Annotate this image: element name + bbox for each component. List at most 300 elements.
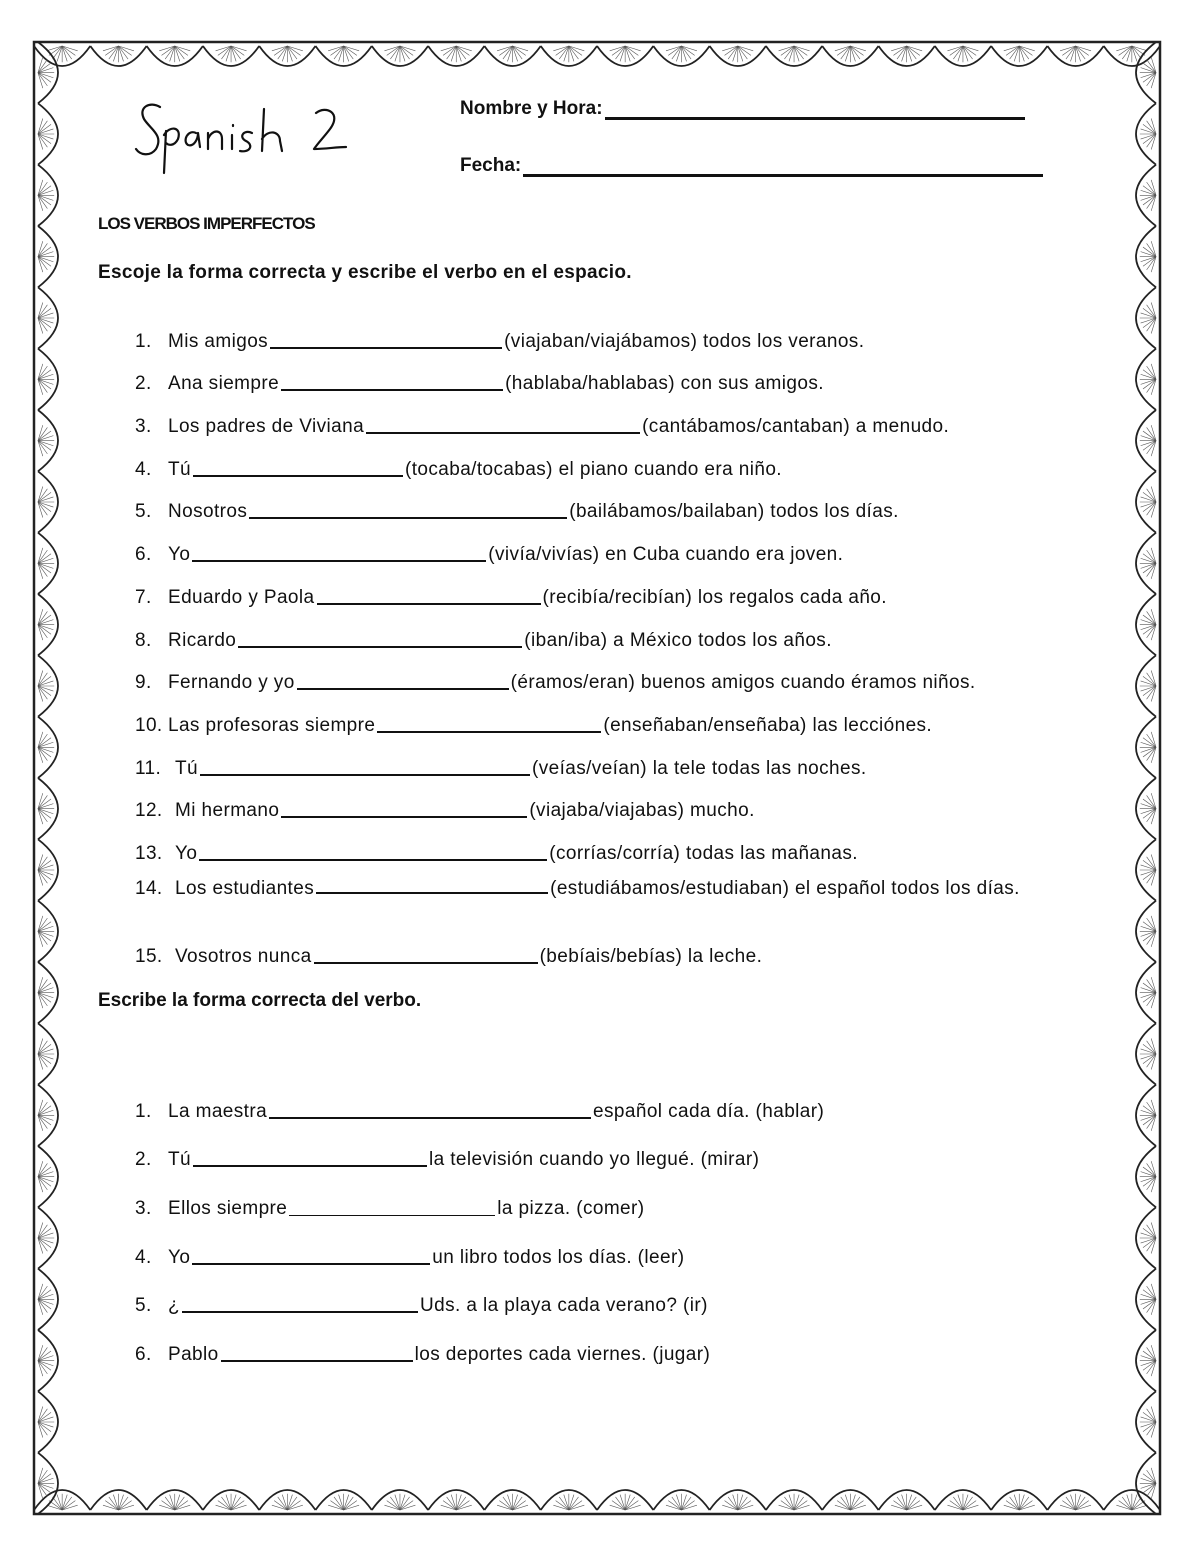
border-ray	[569, 1495, 574, 1510]
border-ray	[559, 1497, 569, 1510]
border-ray	[38, 916, 43, 931]
border-ray	[1141, 988, 1156, 993]
answer-blank[interactable]	[281, 815, 527, 818]
border-ray	[175, 46, 190, 51]
border-ray	[620, 1495, 625, 1510]
border-ray	[62, 46, 75, 55]
border-ray	[1151, 993, 1156, 1008]
border-ray	[62, 1505, 77, 1510]
border-ray	[1116, 1505, 1131, 1510]
item-options: (veías/veían) la tele todas las noches.	[531, 757, 867, 779]
border-ray	[1141, 1115, 1156, 1120]
border-ray	[1132, 46, 1147, 51]
border-ray	[963, 1505, 978, 1510]
item-options: (recibía/recibían) los regalos cada año.	[542, 586, 887, 608]
border-ray	[1143, 809, 1156, 819]
border-ray	[569, 1497, 579, 1510]
border-ray	[441, 1505, 456, 1510]
border-ray	[339, 46, 344, 61]
border-ray	[625, 1501, 638, 1510]
border-ray	[1151, 563, 1156, 578]
border-ray	[1151, 318, 1156, 333]
border-ray	[38, 1478, 53, 1483]
border-ray	[38, 1115, 47, 1128]
border-ray	[1151, 1407, 1156, 1422]
answer-blank[interactable]	[317, 602, 541, 605]
border-ray	[344, 46, 354, 59]
border-ray	[1141, 252, 1156, 257]
border-ray	[344, 1495, 349, 1510]
border-ray	[1116, 46, 1131, 51]
answer-blank[interactable]	[200, 773, 530, 776]
border-ray	[1141, 190, 1156, 195]
answer-blank[interactable]	[199, 858, 547, 861]
answer-blank[interactable]	[281, 388, 503, 391]
border-ray	[1151, 1345, 1156, 1360]
answer-blank[interactable]	[314, 961, 538, 964]
border-ray	[38, 195, 51, 205]
border-ray	[513, 1495, 518, 1510]
border-ray	[1147, 1177, 1156, 1190]
border-ray	[891, 1505, 906, 1510]
handwriting-signature	[130, 95, 350, 175]
border-ray	[226, 1495, 231, 1510]
border-ray	[221, 1497, 231, 1510]
border-ray	[1019, 1497, 1029, 1510]
border-ray	[38, 379, 51, 389]
border-ray	[38, 247, 51, 257]
handwritten-title	[130, 95, 350, 180]
border-ray	[794, 1495, 799, 1510]
border-ray	[1151, 1039, 1156, 1054]
answer-blank[interactable]	[289, 1214, 495, 1216]
border-ray	[1147, 1163, 1156, 1176]
border-ray	[38, 1167, 51, 1177]
border-ray	[722, 46, 737, 51]
item-number: 5.	[135, 501, 152, 523]
border-ray	[1147, 1286, 1156, 1299]
border-ray	[503, 46, 513, 59]
border-ray	[907, 46, 917, 59]
border-ray	[447, 46, 457, 59]
answer-blank[interactable]	[192, 559, 486, 562]
border-ray	[850, 46, 863, 55]
border-ray	[891, 46, 906, 51]
border-ray	[1141, 1233, 1156, 1238]
border-ray	[1141, 681, 1156, 686]
answer-blank[interactable]	[270, 346, 502, 349]
border-ray	[1070, 1495, 1075, 1510]
border-ray	[38, 379, 53, 384]
border-ray	[728, 46, 738, 59]
border-ray	[1147, 195, 1156, 208]
border-ray	[850, 1497, 860, 1510]
border-ray	[339, 1495, 344, 1510]
border-ray	[1076, 46, 1089, 55]
border-ray	[513, 1505, 528, 1510]
border-ray	[668, 1501, 681, 1510]
border-ray	[1143, 1474, 1156, 1484]
border-ray	[1147, 1299, 1156, 1312]
border-ray	[499, 46, 512, 55]
border-ray	[118, 46, 128, 59]
border-ray	[231, 1505, 246, 1510]
border-ray	[38, 799, 51, 809]
border-ray	[38, 313, 53, 318]
border-ray	[38, 870, 51, 880]
border-ray	[384, 1505, 399, 1510]
border-ray	[38, 427, 47, 440]
border-ray	[118, 1501, 131, 1510]
border-ray	[38, 1172, 53, 1177]
border-ray	[1147, 918, 1156, 931]
border-ray	[38, 1361, 43, 1376]
border-ray	[1122, 46, 1132, 59]
border-ray	[344, 46, 359, 51]
border-ray	[387, 46, 400, 55]
border-ray	[400, 1501, 413, 1510]
border-ray	[1132, 1495, 1137, 1510]
border-ray	[681, 46, 686, 61]
border-ray	[38, 73, 51, 83]
border-ray	[1143, 563, 1156, 573]
border-ray	[1147, 1347, 1156, 1360]
border-ray	[38, 747, 47, 760]
border-ray	[38, 1483, 43, 1498]
name-and-hour-field[interactable]	[460, 98, 1025, 120]
answer-blank[interactable]	[366, 431, 640, 434]
border-ray	[1147, 1054, 1156, 1067]
border-ray	[1147, 795, 1156, 808]
border-ray	[38, 686, 47, 699]
border-ray	[400, 1505, 415, 1510]
border-ray	[443, 1501, 456, 1510]
item-options: (viajaba/viajabas) mucho.	[529, 800, 755, 822]
border-ray	[794, 1497, 804, 1510]
list-item	[135, 1269, 824, 1318]
border-ray	[38, 865, 53, 870]
border-ray	[784, 1497, 794, 1510]
border-ray	[1076, 1505, 1091, 1510]
border-ray	[1070, 46, 1075, 61]
border-ray	[1147, 1483, 1156, 1496]
answer-blank[interactable]	[221, 1359, 413, 1362]
border-ray	[1151, 257, 1156, 272]
border-ray	[282, 1495, 287, 1510]
item-prompt: Mis amigos	[168, 330, 269, 352]
border-ray	[1143, 860, 1156, 870]
answer-blank[interactable]	[192, 1262, 430, 1265]
item-hint: la pizza. (comer)	[497, 1198, 645, 1220]
border-ray	[1151, 425, 1156, 440]
item-prompt: La maestra	[168, 1100, 268, 1122]
border-ray	[282, 46, 287, 61]
border-ray	[38, 609, 43, 624]
border-ray	[1147, 1361, 1156, 1374]
border-ray	[794, 46, 799, 61]
border-ray	[38, 1177, 47, 1190]
list-item	[135, 566, 1115, 609]
border-ray	[841, 46, 851, 59]
border-ray	[1143, 922, 1156, 932]
border-ray	[62, 46, 72, 59]
answer-blank[interactable]	[269, 1116, 591, 1119]
border-ray	[38, 686, 53, 691]
border-ray	[1127, 1495, 1132, 1510]
border-ray	[1141, 1110, 1156, 1115]
border-ray	[38, 1290, 51, 1300]
answer-blank[interactable]	[193, 1164, 427, 1167]
border-ray	[38, 257, 53, 262]
border-ray	[1147, 809, 1156, 822]
border-ray	[231, 46, 241, 59]
border-ray	[113, 46, 118, 61]
border-ray	[62, 46, 77, 51]
border-ray	[513, 46, 528, 51]
item-number: 6.	[135, 1344, 152, 1366]
border-ray	[38, 252, 53, 257]
border-ray	[38, 1049, 53, 1054]
border-ray	[845, 46, 850, 61]
border-ray	[1143, 686, 1156, 696]
answer-blank[interactable]	[238, 645, 522, 648]
border-ray	[38, 73, 43, 88]
border-ray	[1066, 46, 1076, 59]
border-ray	[610, 46, 625, 51]
border-ray	[625, 46, 638, 55]
border-ray	[38, 1299, 47, 1312]
border-ray	[216, 46, 231, 51]
item-options: (enseñaban/enseñaba) las lecciónes.	[603, 714, 933, 736]
border-ray	[278, 1497, 288, 1510]
border-ray	[1151, 1483, 1156, 1498]
border-ray	[1147, 427, 1156, 440]
border-ray	[1132, 46, 1142, 59]
border-ray	[513, 1501, 526, 1510]
border-ray	[38, 1054, 53, 1059]
border-ray	[344, 1497, 354, 1510]
name-line[interactable]	[605, 116, 1025, 120]
answer-blank[interactable]	[316, 891, 548, 894]
border-ray	[38, 1054, 43, 1069]
border-ray	[38, 870, 53, 875]
border-ray	[1143, 799, 1156, 809]
border-ray	[231, 1501, 244, 1510]
answer-blank[interactable]	[377, 730, 601, 733]
border-ray	[38, 59, 47, 72]
border-ray	[38, 1422, 47, 1435]
border-ray	[38, 1233, 53, 1238]
list-item	[135, 1171, 824, 1220]
border-ray	[666, 1505, 681, 1510]
border-ray	[1151, 855, 1156, 870]
part1-instructions: Escoje la forma correcta y escribe el verbo en el espacio.	[98, 262, 632, 283]
border-ray	[38, 441, 43, 456]
item-number: 4.	[135, 1246, 152, 1268]
date-line[interactable]	[523, 173, 1043, 177]
border-ray	[1143, 1361, 1156, 1371]
border-ray	[38, 671, 43, 686]
border-ray	[612, 1501, 625, 1510]
list-item	[135, 310, 1115, 353]
border-ray	[681, 1495, 686, 1510]
border-ray	[1151, 1177, 1156, 1192]
border-ray	[38, 1161, 43, 1176]
border-ray	[738, 1495, 743, 1510]
border-ray	[1062, 1501, 1075, 1510]
item-number: 8.	[135, 629, 152, 651]
border-ray	[1143, 379, 1156, 389]
border-ray	[1143, 431, 1156, 441]
part2-exercise-list	[135, 1074, 824, 1366]
border-ray	[38, 57, 43, 72]
border-ray	[1141, 809, 1156, 814]
list-item	[135, 353, 1115, 396]
border-ray	[1143, 441, 1156, 451]
name-label: Nombre y Hora:	[460, 98, 603, 119]
border-ray	[38, 734, 47, 747]
item-number: 3.	[135, 416, 152, 438]
border-ray	[38, 364, 43, 379]
border-ray	[681, 1497, 691, 1510]
border-ray	[38, 425, 43, 440]
border-ray	[963, 46, 976, 55]
border-ray	[1132, 1497, 1142, 1510]
border-ray	[456, 46, 466, 59]
list-item	[135, 694, 1115, 737]
border-ray	[456, 1495, 461, 1510]
item-number: 2.	[135, 1149, 152, 1171]
border-ray	[564, 1495, 569, 1510]
border-ray	[569, 46, 579, 59]
border-ray	[1141, 318, 1156, 323]
border-ray	[38, 620, 53, 625]
border-ray	[1006, 46, 1019, 55]
item-prompt: Yo	[168, 1246, 191, 1268]
border-ray	[1060, 46, 1075, 51]
border-ray	[1076, 46, 1081, 61]
border-ray	[38, 119, 43, 134]
border-ray	[38, 121, 47, 134]
border-ray	[175, 1505, 190, 1510]
border-ray	[38, 993, 51, 1003]
border-ray	[38, 1054, 47, 1067]
border-ray	[287, 1505, 302, 1510]
border-ray	[38, 1422, 43, 1437]
border-ray	[835, 1505, 850, 1510]
border-ray	[841, 1497, 851, 1510]
border-ray	[733, 1495, 738, 1510]
border-ray	[1147, 1102, 1156, 1115]
border-ray	[569, 46, 574, 61]
item-hint: los deportes cada viernes. (jugar)	[414, 1344, 711, 1366]
border-ray	[681, 46, 691, 59]
border-ray	[38, 134, 43, 149]
item-number: 1.	[135, 330, 152, 352]
answer-blank[interactable]	[182, 1310, 418, 1313]
border-ray	[231, 46, 244, 55]
border-ray	[553, 46, 568, 51]
border-ray	[344, 1505, 359, 1510]
border-ray	[781, 1501, 794, 1510]
border-ray	[38, 1468, 43, 1483]
border-ray	[109, 1497, 119, 1510]
answer-blank[interactable]	[297, 687, 509, 690]
border-ray	[950, 46, 963, 55]
border-ray	[38, 809, 51, 819]
border-ray	[1143, 738, 1156, 748]
border-ray	[950, 1501, 963, 1510]
border-ray	[1143, 63, 1156, 73]
border-ray	[38, 1238, 47, 1251]
border-ray	[1143, 1290, 1156, 1300]
item-hint: español cada día. (hablar)	[593, 1100, 825, 1122]
border-ray	[1147, 318, 1156, 331]
border-ray	[1141, 926, 1156, 931]
border-ray	[963, 1501, 976, 1510]
border-ray	[38, 379, 43, 394]
item-prompt: Nosotros	[168, 501, 248, 523]
answer-blank[interactable]	[249, 516, 567, 519]
border-ray	[38, 611, 47, 624]
border-ray	[559, 46, 569, 59]
border-ray	[1151, 195, 1156, 210]
border-ray	[738, 46, 743, 61]
border-ray	[175, 46, 185, 59]
border-ray	[1141, 563, 1156, 568]
border-ray	[400, 46, 405, 61]
border-ray	[38, 993, 53, 998]
border-ray	[38, 134, 47, 147]
item-number: 10.	[135, 714, 163, 736]
border-ray	[1151, 1361, 1156, 1376]
border-ray	[1141, 195, 1156, 200]
border-ray	[1143, 1483, 1156, 1493]
border-ray	[1151, 134, 1156, 149]
border-ray	[1143, 1106, 1156, 1116]
border-ray	[38, 809, 47, 822]
border-ray	[1147, 1470, 1156, 1483]
border-ray	[274, 46, 287, 55]
border-ray	[1143, 1351, 1156, 1361]
item-number: 5.	[135, 1295, 152, 1317]
item-prompt: Eduardo y Paola	[168, 586, 315, 608]
date-field[interactable]	[460, 155, 1043, 177]
border-ray	[1141, 374, 1156, 379]
border-ray	[38, 1102, 47, 1115]
border-ray	[497, 46, 512, 51]
item-options: (tocaba/tocabas) el piano cuando era niño.	[404, 458, 782, 480]
border-ray	[53, 1497, 63, 1510]
border-ray	[1143, 870, 1156, 880]
border-ray	[62, 46, 67, 61]
border-ray	[947, 1505, 962, 1510]
border-ray	[38, 497, 53, 502]
border-ray	[1143, 1054, 1156, 1064]
item-prompt: Las profesoras siempre	[168, 714, 376, 736]
border-ray	[1151, 793, 1156, 808]
answer-blank[interactable]	[193, 474, 403, 477]
border-ray	[38, 1238, 53, 1243]
item-options: (corrías/corría) todas las mañanas.	[549, 842, 858, 864]
border-ray	[1141, 1422, 1156, 1427]
border-ray	[159, 46, 174, 51]
border-ray	[1151, 1299, 1156, 1314]
border-ray	[334, 46, 344, 59]
border-ray	[38, 1422, 53, 1427]
border-ray	[38, 431, 51, 441]
border-ray	[1141, 993, 1156, 998]
